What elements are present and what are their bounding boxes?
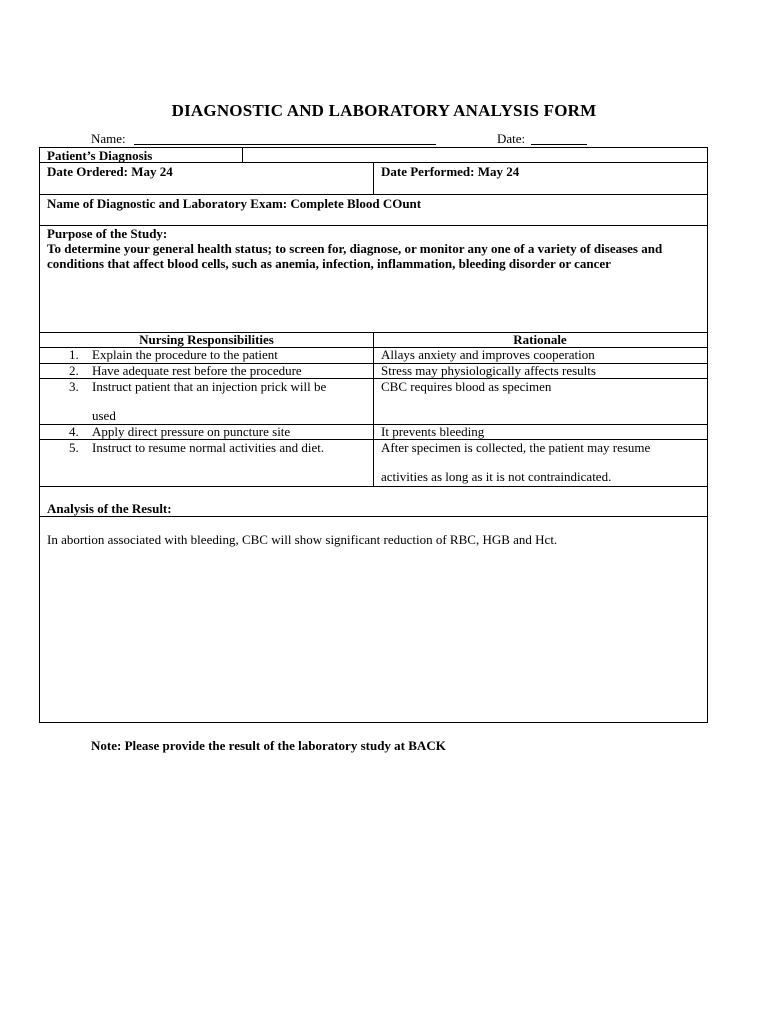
rationale: CBC requires blood as specimen: [381, 379, 552, 394]
nursing-responsibilities-header: Nursing Responsibilities: [139, 332, 274, 347]
column-divider: [373, 332, 374, 486]
nursing-responsibility: Apply direct pressure on puncture site: [92, 424, 291, 439]
purpose-label: Purpose of the Study:: [47, 226, 168, 241]
analysis-text: In abortion associated with bleeding, CBC will show significant reduction of RBC, HGB and Hct.: [47, 532, 558, 547]
row-number: 4.: [69, 424, 79, 439]
rationale: Stress may physiologically affects results: [381, 363, 596, 378]
nursing-responsibility: Instruct patient that an injection prick will be: [92, 379, 327, 394]
date-label: Date:: [497, 131, 526, 146]
rationale: Allays anxiety and improves cooperation: [381, 347, 595, 362]
row-number: 5.: [69, 440, 79, 455]
column-divider: [242, 148, 243, 162]
nursing-responsibility-continued: used: [92, 408, 116, 423]
row-divider: [40, 194, 707, 195]
rationale: It prevents bleeding: [381, 424, 485, 439]
footer-note: Note: Please provide the result of the laboratory study at BACK: [91, 738, 446, 753]
rationale-header: Rationale: [513, 332, 567, 347]
nursing-responsibility: Have adequate rest before the procedure: [92, 363, 302, 378]
analysis-label: Analysis of the Result:: [47, 501, 172, 516]
column-divider: [373, 162, 374, 194]
name-field[interactable]: [134, 144, 436, 145]
nursing-responsibility: Instruct to resume normal activities and diet.: [92, 440, 325, 455]
date-ordered: Date Ordered: May 24: [47, 164, 173, 179]
row-divider: [40, 486, 707, 487]
row-number: 2.: [69, 363, 79, 378]
row-number: 3.: [69, 379, 79, 394]
purpose-text: To determine your general health status; to screen for, diagnose, or monitor any one of a variety of diseases and conditions that affect blood cells, such as anemia, infection, inflammation, bleeding disorder or cancer: [47, 241, 663, 271]
patient-diagnosis-label: Patient’s Diagnosis: [47, 148, 153, 163]
name-label: Name:: [91, 131, 126, 146]
analysis-form: [39, 147, 708, 723]
rationale: After specimen is collected, the patient may resume: [381, 440, 651, 455]
exam-name: Name of Diagnostic and Laboratory Exam: Complete Blood COunt: [47, 196, 422, 211]
date-field[interactable]: [531, 144, 587, 145]
form-title: DIAGNOSTIC AND LABORATORY ANALYSIS FORM: [171, 101, 597, 120]
date-performed: Date Performed: May 24: [381, 164, 520, 179]
nursing-responsibility: Explain the procedure to the patient: [92, 347, 278, 362]
row-number: 1.: [69, 347, 79, 362]
rationale-continued: activities as long as it is not contraindicated.: [381, 469, 612, 484]
